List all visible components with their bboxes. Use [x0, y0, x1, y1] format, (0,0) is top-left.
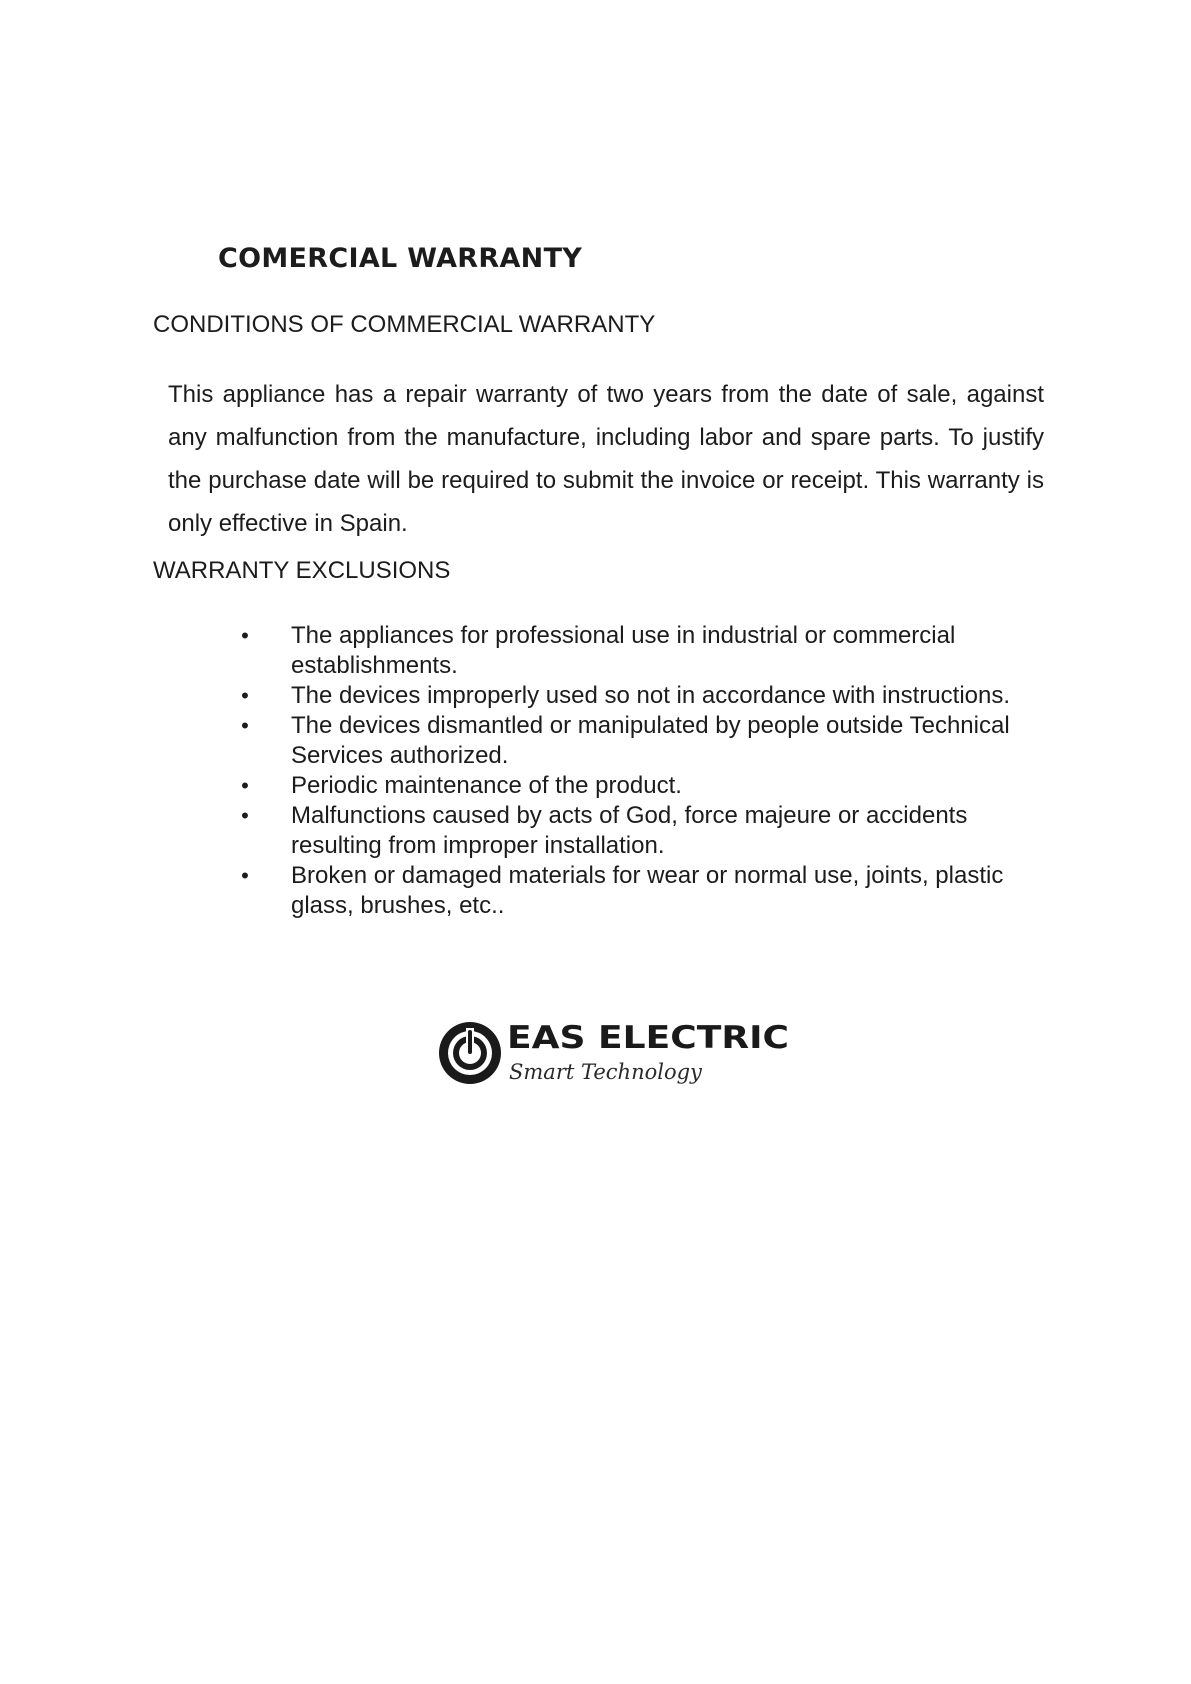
- page-title: COMERCIAL WARRANTY: [218, 243, 583, 274]
- list-item: [240, 711, 1040, 771]
- list-item: [240, 681, 1040, 711]
- brand-logo: [437, 1018, 797, 1088]
- exclusion-text: Periodic maintenance of the product.: [291, 772, 682, 799]
- conditions-heading: CONDITIONS OF COMMERCIAL WARRANTY: [153, 311, 656, 338]
- bullet: •: [241, 803, 249, 828]
- exclusion-text: The devices improperly used so not in accordance with instructions.: [291, 682, 1011, 709]
- list-item: [240, 621, 1040, 681]
- exclusion-text: The appliances for professional use in industrial or commercial establishments.: [291, 622, 956, 679]
- list-item: [240, 771, 1040, 801]
- bullet: •: [241, 773, 249, 798]
- exclusions-heading: WARRANTY EXCLUSIONS: [153, 557, 451, 584]
- power-icon: [437, 1020, 503, 1086]
- bullet: •: [241, 713, 249, 738]
- exclusion-text: The devices dismantled or manipulated by people outside Technical Services authorized.: [291, 712, 1010, 769]
- bullet: •: [241, 683, 249, 708]
- logo-brand-text: EAS ELECTRIC: [507, 1020, 789, 1056]
- logo-tagline: Smart Technology: [509, 1060, 702, 1084]
- list-item: [240, 861, 1040, 921]
- exclusion-text: Broken or damaged materials for wear or normal use, joints, plastic glass, brushes, etc..: [291, 862, 1004, 919]
- exclusions-list: [240, 621, 1040, 921]
- exclusion-text: Malfunctions caused by acts of God, force majeure or accidents resulting from improper installation.: [291, 802, 968, 859]
- logo-wordmark: [507, 1018, 797, 1058]
- bullet: •: [241, 863, 249, 888]
- list-item: [240, 801, 1040, 861]
- conditions-text: This appliance has a repair warranty of two years from the date of sale, against any malfunction from the manufacture, including labor and spare parts. To justify the purchase date will be required to submit the invoice or receipt. This warranty is only effective in Spain.: [168, 381, 1044, 537]
- bullet: •: [241, 623, 249, 648]
